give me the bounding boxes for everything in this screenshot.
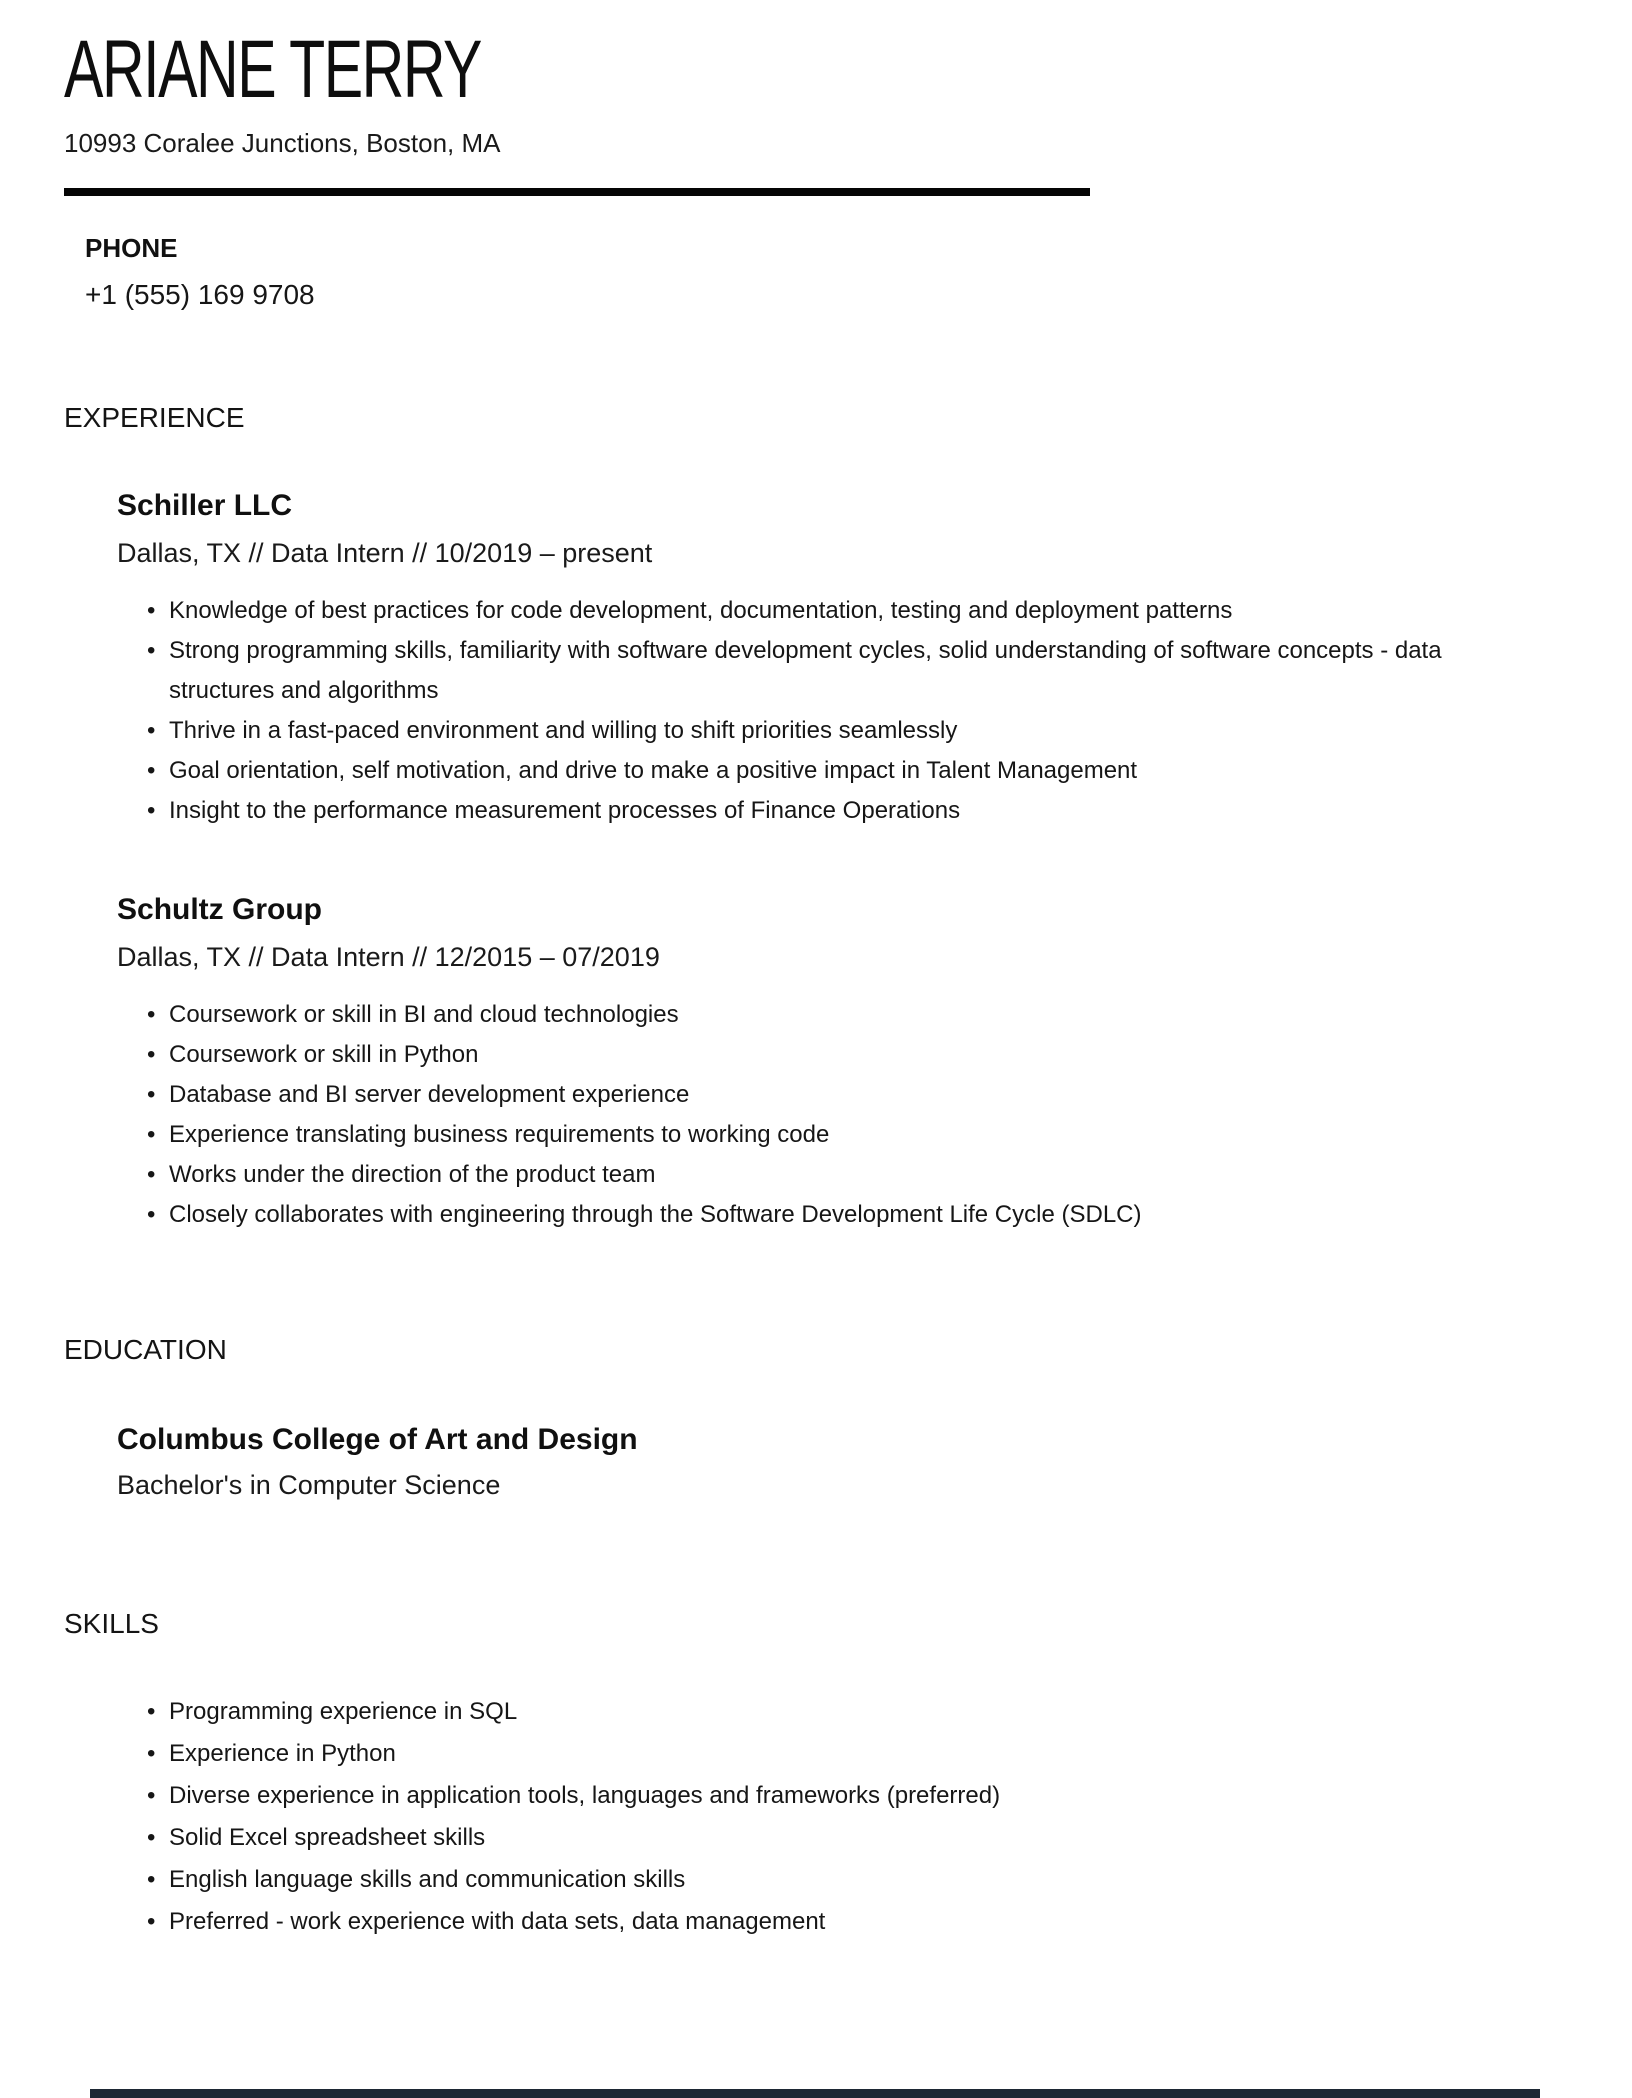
experience-section-label: EXPERIENCE <box>64 402 245 433</box>
person-name: ARIANE TERRY <box>64 24 481 115</box>
bullet-item: • English language skills and communication skills <box>147 1859 1536 1901</box>
bullet-item: • Goal orientation, self motivation, and drive to make a positive impact in Talent Management <box>147 751 1536 791</box>
degree-name: Bachelor's in Computer Science <box>117 1470 501 1500</box>
job-bullet-list <box>64 591 1536 831</box>
bullet-item: • Solid Excel spreadsheet skills <box>147 1817 1536 1859</box>
job-entry-schiller <box>64 489 1536 831</box>
contact-section <box>85 234 1536 311</box>
job-entry-schultz <box>64 893 1536 1235</box>
footer-bar <box>90 2089 1540 2098</box>
bullet-item: • Database and BI server development experience <box>147 1075 1536 1115</box>
bullet-item: • Knowledge of best practices for code development, documentation, testing and deployment patterns <box>147 591 1536 631</box>
bullet-item: • Strong programming skills, familiarity with software development cycles, solid understanding of software concepts - data structures and algorithms <box>147 631 1536 711</box>
resume-header <box>64 24 1536 158</box>
person-address: 10993 Coralee Junctions, Boston, MA <box>64 128 501 158</box>
bullet-item: • Programming experience in SQL <box>147 1691 1536 1733</box>
education-entry <box>64 1423 1536 1501</box>
phone-label: PHONE <box>85 233 178 263</box>
bullet-item: • Insight to the performance measurement processes of Finance Operations <box>147 791 1536 831</box>
skills-list <box>64 1691 1536 1943</box>
phone-value: +1 (555) 169 9708 <box>85 279 315 310</box>
school-name: Columbus College of Art and Design <box>117 1423 638 1456</box>
header-divider <box>64 188 1090 196</box>
bullet-item: • Thrive in a fast-paced environment and willing to shift priorities seamlessly <box>147 711 1536 751</box>
bullet-item: • Diverse experience in application tools, languages and frameworks (preferred) <box>147 1775 1536 1817</box>
bullet-item: • Coursework or skill in Python <box>147 1035 1536 1075</box>
job-company: Schultz Group <box>117 893 322 926</box>
bullet-item: • Experience translating business requirements to working code <box>147 1115 1536 1155</box>
bullet-item: • Experience in Python <box>147 1733 1536 1775</box>
job-company: Schiller LLC <box>117 489 293 522</box>
job-meta: Dallas, TX // Data Intern // 12/2015 – 07/2019 <box>117 942 660 972</box>
bullet-item: • Works under the direction of the product team <box>147 1155 1536 1195</box>
bullet-item: • Coursework or skill in BI and cloud technologies <box>147 995 1536 1035</box>
bullet-item: • Preferred - work experience with data sets, data management <box>147 1901 1536 1943</box>
skills-section-label: SKILLS <box>64 1608 159 1639</box>
education-section-label: EDUCATION <box>64 1334 227 1365</box>
job-bullet-list <box>64 995 1536 1235</box>
bullet-item: • Closely collaborates with engineering through the Software Development Life Cycle (SDLC) <box>147 1195 1536 1235</box>
job-meta: Dallas, TX // Data Intern // 10/2019 – present <box>117 538 653 568</box>
